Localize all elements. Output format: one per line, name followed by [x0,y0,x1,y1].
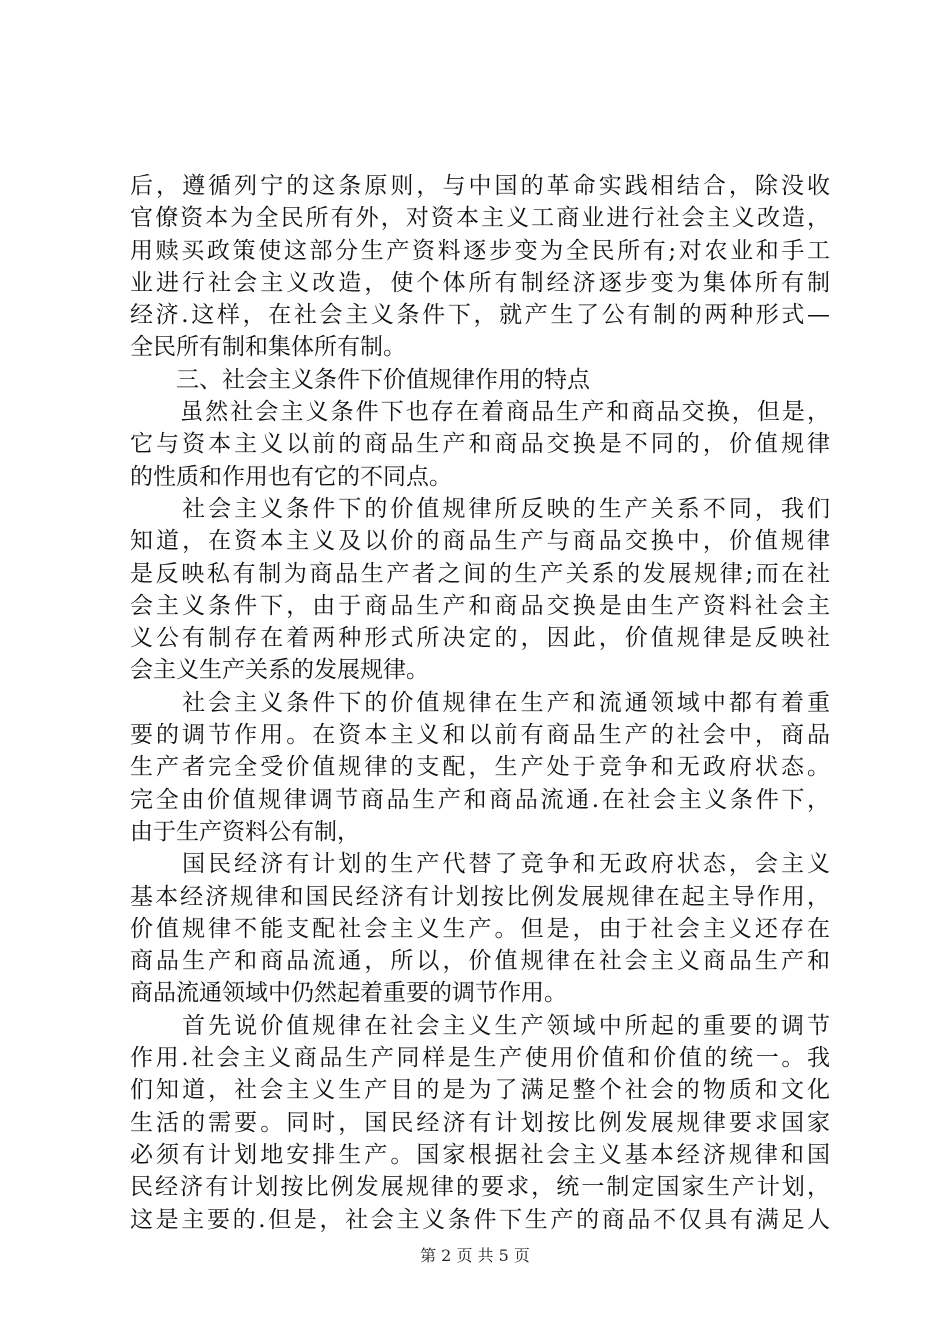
text-line: 经济.这样，在社会主义条件下，就产生了公有制的两种形式— [130,302,830,329]
text-line: 首先说价值规律在社会主义生产领域中所起的重要的调节 [130,1012,830,1039]
text-line: 虽然社会主义条件下也存在着商品生产和商品交换，但是， [130,399,830,426]
page-number-footer: 第 2 页 共 5 页 [420,1246,530,1265]
section-heading: 三、社会主义条件下价值规律作用的特点 [130,366,590,393]
text-line: 生活的需要。同时，国民经济有计划按比例发展规律要求国家 [130,1109,830,1136]
text-line: 官僚资本为全民所有外，对资本主义工商业进行社会主义改造， [130,205,830,232]
text-line: 它与资本主义以前的商品生产和商品交换是不同的，价值规律 [130,431,830,458]
body-text [130,170,830,1236]
text-line: 后，遵循列宁的这条原则，与中国的革命实践相结合，除没收 [130,173,830,199]
text-line: 会主义条件下，由于商品生产和商品交换是由生产资料社会主 [130,592,830,619]
text-line: 业进行社会主义改造，使个体所有制经济逐步变为集体所有制 [130,269,830,296]
text-line: 完全由价值规律调节商品生产和商品流通.在社会主义条件下， [130,786,830,813]
text-line: 民经济有计划按比例发展规律的要求，统一制定国家生产计划， [130,1174,830,1201]
text-line: 由于生产资料公有制， [130,818,360,845]
text-line: 商品生产和商品流通，所以，价值规律在社会主义商品生产和 [130,948,830,975]
text-line: 国民经济有计划的生产代替了竞争和无政府状态，会主义 [130,851,830,878]
text-line: 会主义生产关系的发展规律。 [130,657,429,684]
text-line: 知道，在资本主义及以价的商品生产与商品交换中，价值规律 [130,528,830,555]
text-line: 要的调节作用。在资本主义和以前有商品生产的社会中，商品 [130,722,830,749]
text-line: 社会主义条件下的价值规律在生产和流通领域中都有着重 [130,689,830,716]
text-line: 用赎买政策使这部分生产资料逐步变为全民所有;对农业和手工 [130,237,830,264]
text-line: 商品流通领域中仍然起着重要的调节作用。 [130,980,567,1007]
text-line: 全民所有制和集体所有制。 [130,334,406,361]
text-line: 这是主要的.但是，社会主义条件下生产的商品不仅具有满足人 [130,1206,830,1233]
text-line: 义公有制存在着两种形式所决定的，因此，价值规律是反映社 [130,625,830,652]
text-line: 作用.社会主义商品生产同样是生产使用价值和价值的统一。我 [130,1045,830,1072]
text-line: 社会主义条件下的价值规律所反映的生产关系不同，我们 [130,495,830,522]
text-line: 必须有计划地安排生产。国家根据社会主义基本经济规律和国 [130,1141,830,1168]
text-line: 是反映私有制为商品生产者之间的生产关系的发展规律;而在社 [130,560,830,587]
text-line: 的性质和作用也有它的不同点。 [130,463,452,490]
text-line: 们知道，社会主义生产目的是为了满足整个社会的物质和文化 [130,1077,830,1104]
text-line: 价值规律不能支配社会主义生产。但是，由于社会主义还存在 [130,915,830,942]
text-line: 基本经济规律和国民经济有计划按比例发展规律在起主导作用， [130,883,830,910]
text-line: 生产者完全受价值规律的支配，生产处于竞争和无政府状态。 [130,754,830,781]
